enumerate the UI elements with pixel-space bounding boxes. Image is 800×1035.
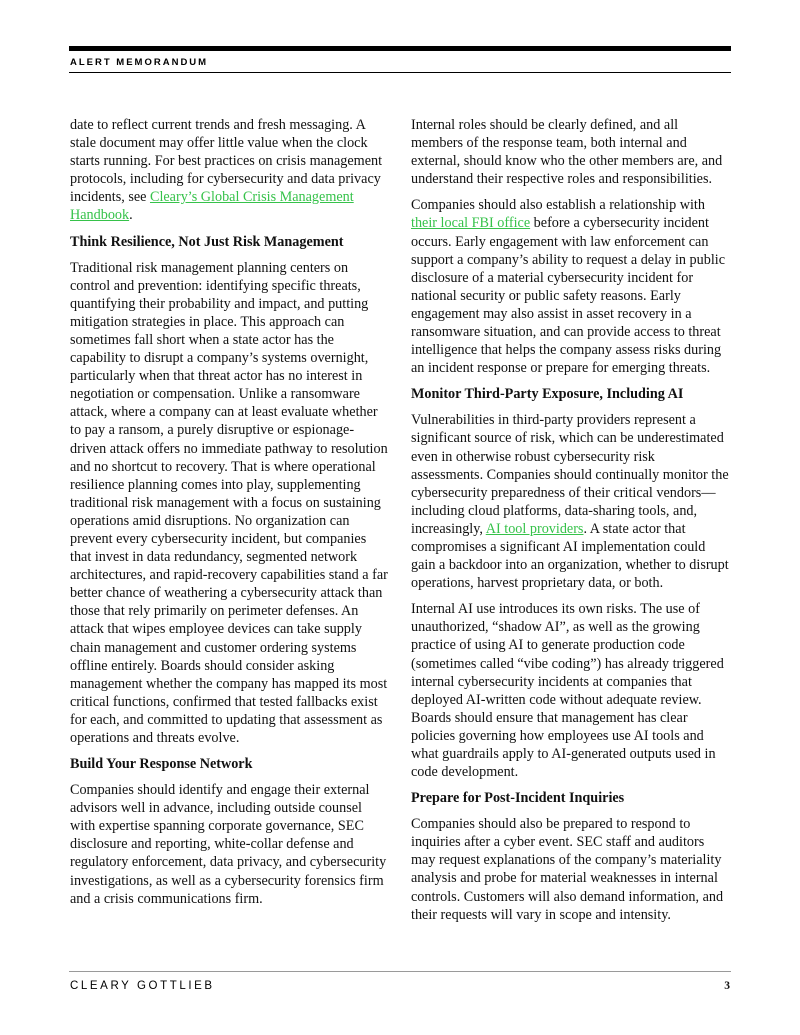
- right-paragraph-3: [411, 411, 729, 592]
- left-paragraph-3: Companies should identify and engage their external advisors well in advance, including outside counsel with expertise spanning corporate governance, SEC disclosure and reporting, white-collar defense and regulatory enforcement, data privacy, and cybersecurity investigations, as well as a cybersecurity forensics firm and a crisis communications firm.: [70, 782, 387, 907]
- heading-think-resilience: Think Resilience, Not Just Risk Management: [70, 233, 344, 250]
- right-column: [411, 116, 729, 932]
- right-paragraph-3-text: Vulnerabilities in third-party providers represent a significant source of risk, which can be underestimated even in otherwise robust cybersecurity risk assessments. Companies should continually monitor the cybersecurity preparedness of their critical vendors—including cloud platforms, data-sharing tools, and, increasingly,: [411, 412, 729, 537]
- heading-monitor-third-party: Monitor Third-Party Exposure, Including AI: [411, 386, 684, 403]
- right-paragraph-2-rest: before a cybersecurity incident occurs. Early engagement with law enforcement can support a company’s ability to request a delay in public disclosure of a material cybersecurity incident for national security or public safety reasons. Early engagement may also assist in asset recovery in a ransomware situation, and can provide access to threat intelligence that helps the company assess risks during an incident response or prepare for emerging threats.: [411, 215, 726, 377]
- footer-rule: [69, 971, 731, 972]
- right-paragraph-2: [411, 196, 729, 377]
- right-paragraph-3-rest: . A state actor that compromises a significant AI implementation could gain a backdoor into an organization, whether to disrupt operations, harvest proprietary data, or both.: [411, 520, 729, 592]
- crisis-handbook-link[interactable]: Cleary’s Global Crisis Management Handbook: [70, 189, 354, 224]
- left-paragraph-1: [70, 116, 388, 225]
- header-bottom-rule: [69, 72, 731, 73]
- right-paragraph-1: Internal roles should be clearly defined, and all members of the response team, both internal and external, should know who the other members are, and understand their respective roles and responsibilities.: [411, 117, 723, 188]
- left-paragraph-1-text: date to reflect current trends and fresh messaging. A stale document may offer little value when the clock starts running. For best practices on crisis management protocols, including for cybersecurity and data privacy incidents, see: [70, 117, 383, 206]
- left-paragraph-1-end: .: [129, 207, 133, 224]
- heading-post-incident-inquiries: Prepare for Post-Incident Inquiries: [411, 790, 625, 807]
- page-number: 3: [724, 980, 730, 992]
- header-top-rule: [69, 46, 731, 51]
- ai-tool-providers-link[interactable]: AI tool providers: [485, 520, 584, 537]
- heading-build-response-network: Build Your Response Network: [70, 756, 253, 773]
- left-paragraph-2: Traditional risk management planning centers on control and prevention: identifying specific threats, quantifying their probability and impact, and putting mitigation strategies in place. This approach can sometimes fall short when a state actor has the capability to disrupt a company’s systems overnight, particularly when that threat actor has no interest in negotiation or compensation. Unlike a ransomware attack, where a company can at least evaluate whether to pay a ransom, a purely disruptive or espionage-driven attack offers no immediate pathway to resolution and no shortcut to recovery. That is where operational resilience planning comes into play, supplementing traditional risk management with a focus on sustaining operations amid disruptions. No organization can prevent every cybersecurity incident, but companies that invest in data redundancy, segmented network architectures, and rapid-recovery capabilities stand a far better chance of weathering a cybersecurity attack than those that rely primarily on perimeter defenses. An attack that wipes employee devices can take supply chain management and customer ordering systems offline entirely. Boards should consider asking management whether the company has mapped its most critical functions, confirmed that tested fallbacks exist for each, and committed to updating that assessment as operations and threats evolve.: [70, 259, 388, 746]
- footer-brand-logo: CLEARY GOTTLIEB: [70, 980, 215, 992]
- header-label: ALERT MEMORANDUM: [70, 57, 209, 68]
- left-column: [70, 116, 388, 916]
- right-paragraph-4: Internal AI use introduces its own risks. The use of unauthorized, “shadow AI”, as well as the growing practice of using AI to generate production code (sometimes called “vibe coding”) has already triggered internal cybersecurity incidents at companies that deployed AI-written code without adequate review. Boards should ensure that management has clear policies governing how employees use AI tools and what guardrails apply to AI-generated outputs used in code development.: [411, 601, 724, 781]
- fbi-office-link[interactable]: their local FBI office: [411, 215, 531, 232]
- right-paragraph-5: Companies should also be prepared to respond to inquiries after a cyber event. SEC staff and auditors may request explanations of the company’s materiality analysis and probe for material weaknesses in internal controls. Customers will also demand information, and their requests will vary in scope and intensity.: [411, 816, 724, 923]
- right-paragraph-2-text: Companies should also establish a relationship with: [411, 197, 705, 214]
